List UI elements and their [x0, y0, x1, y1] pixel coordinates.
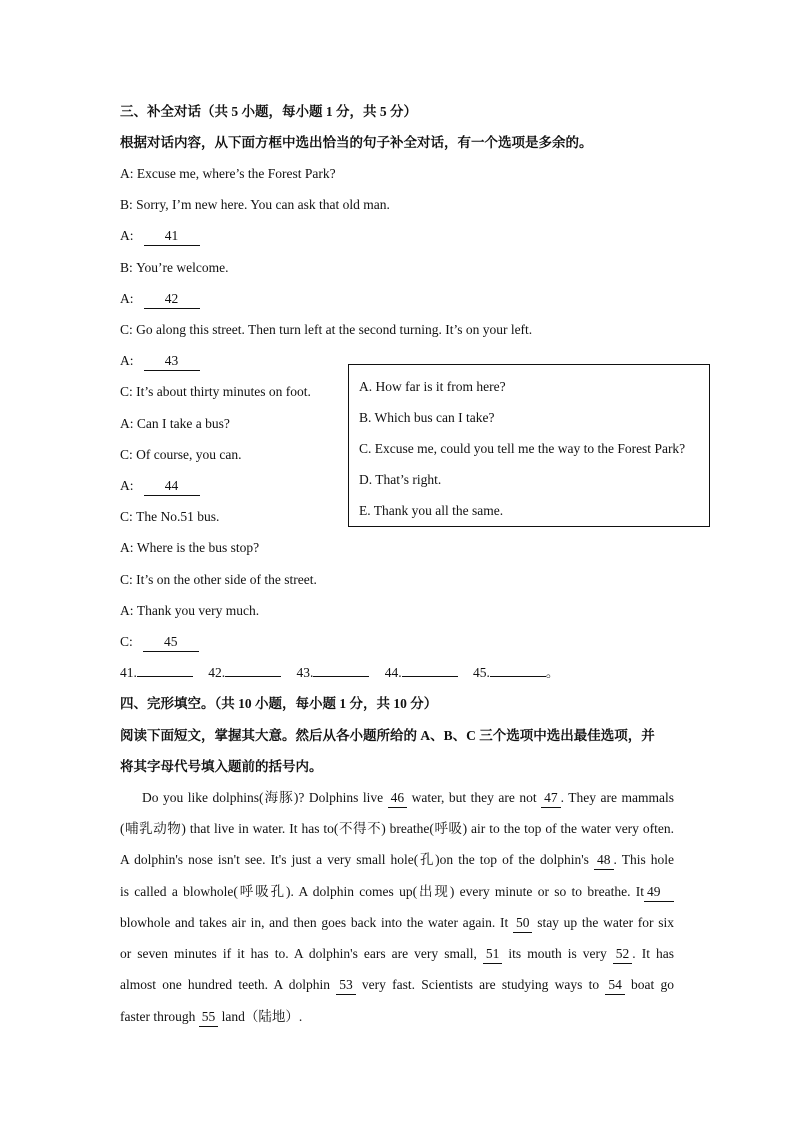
answer-field[interactable]: [137, 676, 193, 677]
section4-instruction-cont: 将其字母代号填入题前的括号内。: [120, 759, 323, 774]
dialogue-line: A: 42: [120, 290, 200, 309]
dialogue-line: A: Excuse me, where’s the Forest Park?: [120, 166, 336, 181]
passage-line: is called a blowhole(呼吸孔). A dolphin comes up(出现) every minute or so to breathe. It 49: [120, 883, 674, 902]
answer-blank: 43: [144, 352, 200, 371]
answer-label: 42.: [208, 665, 226, 680]
answer-field[interactable]: [225, 676, 281, 677]
dialogue-line: C: It’s about thirty minutes on foot.: [120, 384, 311, 399]
option-e: E. Thank you all the same.: [359, 503, 504, 518]
dialogue-line: C: It’s on the other side of the street.: [120, 572, 317, 587]
answer-field[interactable]: [313, 676, 369, 677]
passage-line: Do you like dolphins(海豚)? Dolphins live 46 water, but they are not 47 . They are mammals: [120, 789, 674, 808]
blank-54: 54: [605, 976, 625, 995]
blank-52: 52: [613, 945, 633, 964]
answer-line: 41. 42. 43. 44. 45. 。: [120, 665, 560, 680]
blank-49: 49: [644, 883, 674, 902]
dialogue-line: A: 43: [120, 352, 200, 371]
section3-instruction: 根据对话内容，从下面方框中选出恰当的句子补全对话，有一个选项是多余的。: [120, 135, 593, 150]
answer-label: 41.: [120, 665, 137, 680]
dialogue-line: A: 44: [120, 477, 200, 496]
answer-blank: 44: [144, 477, 200, 496]
passage-line: faster through 55 land（陆地）.: [120, 1008, 674, 1027]
passage-line: A dolphin's nose isn't see. It's just a very small hole(孔)on the top of the dolphin's 48 . This hole: [120, 851, 674, 870]
blank-50: 50: [513, 914, 533, 933]
section3-title: 三、补全对话（共 5 小题，每小题 1 分，共 5 分）: [120, 104, 417, 119]
answer-label: 44.: [384, 665, 402, 680]
answer-field[interactable]: [490, 676, 546, 677]
section4-instruction: 阅读下面短文，掌握其大意。然后从各小题所给的 A、B、C 三个选项中选出最佳选项，并: [120, 728, 655, 743]
passage-line: (哺乳动物) that live in water. It has to(不得不) breathe(呼吸) air to the top of the water very often.: [120, 821, 674, 836]
option-c: C. Excuse me, could you tell me the way to the Forest Park?: [359, 441, 686, 456]
dialogue-line: A: Where is the bus stop?: [120, 540, 260, 555]
blank-48: 48: [594, 851, 614, 870]
answer-blank: 41: [144, 227, 200, 246]
blank-53: 53: [336, 976, 356, 995]
dialogue-line: C: The No.51 bus.: [120, 509, 220, 524]
options-box: [348, 364, 710, 527]
dialogue-line: A: Thank you very much.: [120, 603, 260, 618]
answer-label: 43.: [296, 665, 314, 680]
answer-label: 45.: [473, 665, 490, 680]
blank-51: 51: [483, 945, 503, 964]
dialogue-line: B: Sorry, I’m new here. You can ask that old man.: [120, 197, 390, 212]
dialogue-line: A: Can I take a bus?: [120, 416, 230, 431]
passage-line: blowhole and takes air in, and then goes back into the water again. It 50 stay up the water for six: [120, 914, 674, 933]
dialogue-line: B: You’re welcome.: [120, 260, 229, 275]
dialogue-line: C: Go along this street. Then turn left at the second turning. It’s on your left.: [120, 322, 533, 337]
option-d: D. That’s right.: [359, 472, 442, 487]
option-a: A. How far is it from here?: [359, 379, 506, 394]
blank-55: 55: [199, 1008, 219, 1027]
dialogue-line: A: 41: [120, 227, 200, 246]
blank-46: 46: [388, 789, 408, 808]
passage-line: almost one hundred teeth. A dolphin 53 very fast. Scientists are studying ways to 54 boat go: [120, 976, 674, 995]
answer-blank: 45: [143, 633, 199, 652]
section4-title: 四、完形填空。（共 10 小题，每小题 1 分，共 10 分）: [120, 696, 438, 711]
passage-line: or seven minutes if it has to. A dolphin's ears are very small, 51 its mouth is very 52 . It has: [120, 945, 674, 964]
answer-field[interactable]: [402, 676, 458, 677]
dialogue-line: C: Of course, you can.: [120, 447, 242, 462]
answer-blank: 42: [144, 290, 200, 309]
option-b: B. Which bus can I take?: [359, 410, 495, 425]
blank-47: 47: [541, 789, 561, 808]
dialogue-line: C: 45: [120, 633, 199, 652]
